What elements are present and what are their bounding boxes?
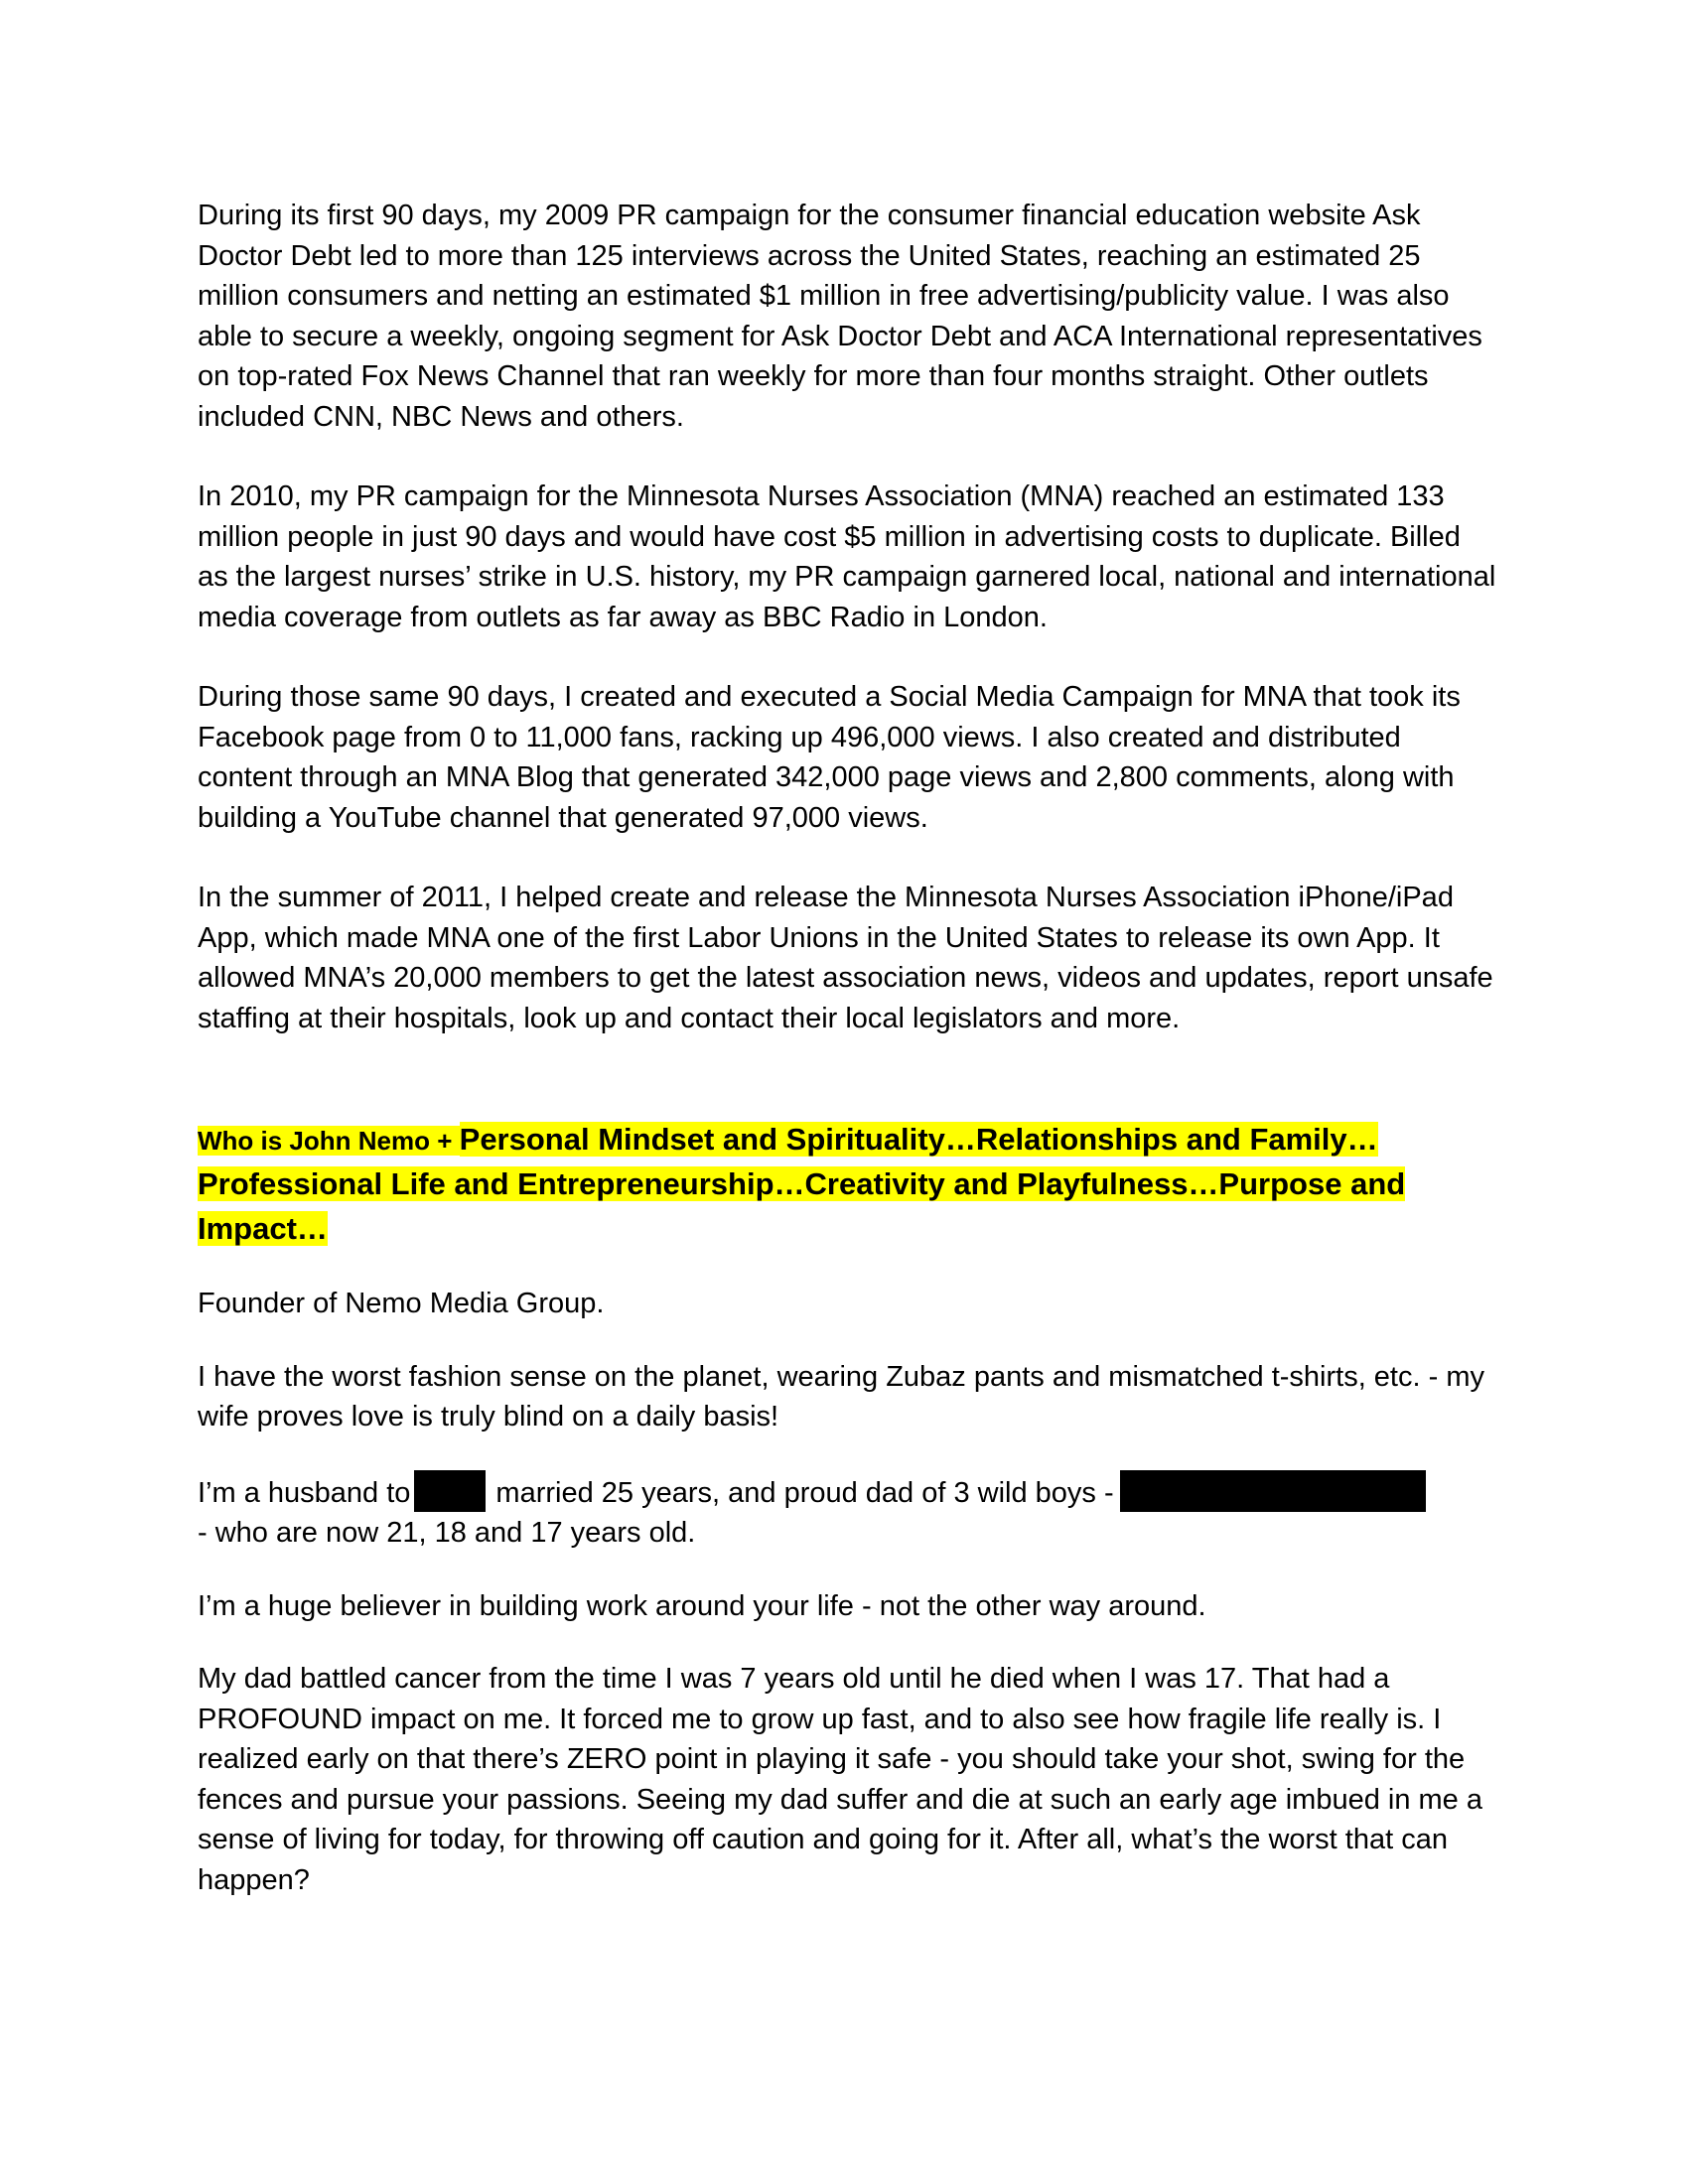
bio-family-part-a: I’m a husband to — [198, 1476, 411, 1509]
paragraph-mna-app: In the summer of 2011, I helped create and release the Minnesota Nurses Association iPhone/iPad App, which made MNA one of the first Labor Unions in the United States to release its own App. It allowed MNA’s 20,000 members to get the latest association news, videos and updates, report unsafe staffing at their hospitals, look up and contact their local legislators and more. — [198, 882, 1493, 1034]
paragraph-ask-doctor-debt: During its first 90 days, my 2009 PR campaign for the consumer financial education website Ask Doctor Debt led to more than 125 interviews across the United States, reaching an estimated 25 million consumers and netting an estimated $1 million in free advertising/publicity value. I was also able to secure a weekly, ongoing segment for Ask Doctor Debt and ACA International representatives on top-rated Fox News Channel that ran weekly for more than four months straight. Other outlets included CNN, NBC News and others. — [198, 200, 1482, 433]
bio-founder: Founder of Nemo Media Group. — [198, 1288, 605, 1319]
bio-family — [198, 1470, 1498, 1554]
bio-family-part-c: - who are now 21, 18 and 17 years old. — [198, 1517, 696, 1549]
heading-who-is: Who is John Nemo + — [198, 1126, 460, 1156]
bio-dad-story: My dad battled cancer from the time I was 7 years old until he died when I was 17. That had a PROFOUND impact on me. It forced me to grow up fast, and to also see how fragile life really is. I realized early on that there’s ZERO point in playing it safe - you should take your shot, swing for the fences and pursue your passions. Seeing my dad suffer and die at such an early age imbued in me a sense of living for today, for throwing off caution and going for it. After all, what’s the worst that can happen? — [198, 1663, 1482, 1896]
redaction-box — [414, 1470, 486, 1512]
bio-family-part-b: married 25 years, and proud dad of 3 wild boys - — [495, 1476, 1114, 1509]
heading-topics: Personal Mindset and Spirituality…Relationships and Family…Professional Life and Entrepreneurship…Creativity and Playfulness…Purpose and Impact… — [198, 1122, 1406, 1246]
document-body — [198, 196, 1498, 1940]
bio-work-life: I’m a huge believer in building work around your life - not the other way around. — [198, 1589, 1206, 1622]
paragraph-mna-pr-campaign: In 2010, my PR campaign for the Minnesota Nurses Association (MNA) reached an estimated 133 million people in just 90 days and would have cost $5 million in advertising costs to duplicate. Billed as the largest nurses’ strike in U.S. history, my PR campaign garnered local, national and international media coverage from outlets as far away as BBC Radio in London. — [198, 480, 1496, 633]
bio-fashion: I have the worst fashion sense on the planet, wearing Zubaz pants and mismatched t-shirts, etc. - my wife proves love is truly blind on a daily basis! — [198, 1360, 1484, 1433]
paragraph-mna-social-media: During those same 90 days, I created and executed a Social Media Campaign for MNA that took its Facebook page from 0 to 11,000 fans, racking up 496,000 views. I also created and distributed content through an MNA Blog that generated 342,000 page views and 2,800 comments, along with building a YouTube channel that generated 97,000 views. — [198, 681, 1461, 834]
section-heading — [198, 1118, 1498, 1252]
redaction-box — [1120, 1470, 1426, 1512]
